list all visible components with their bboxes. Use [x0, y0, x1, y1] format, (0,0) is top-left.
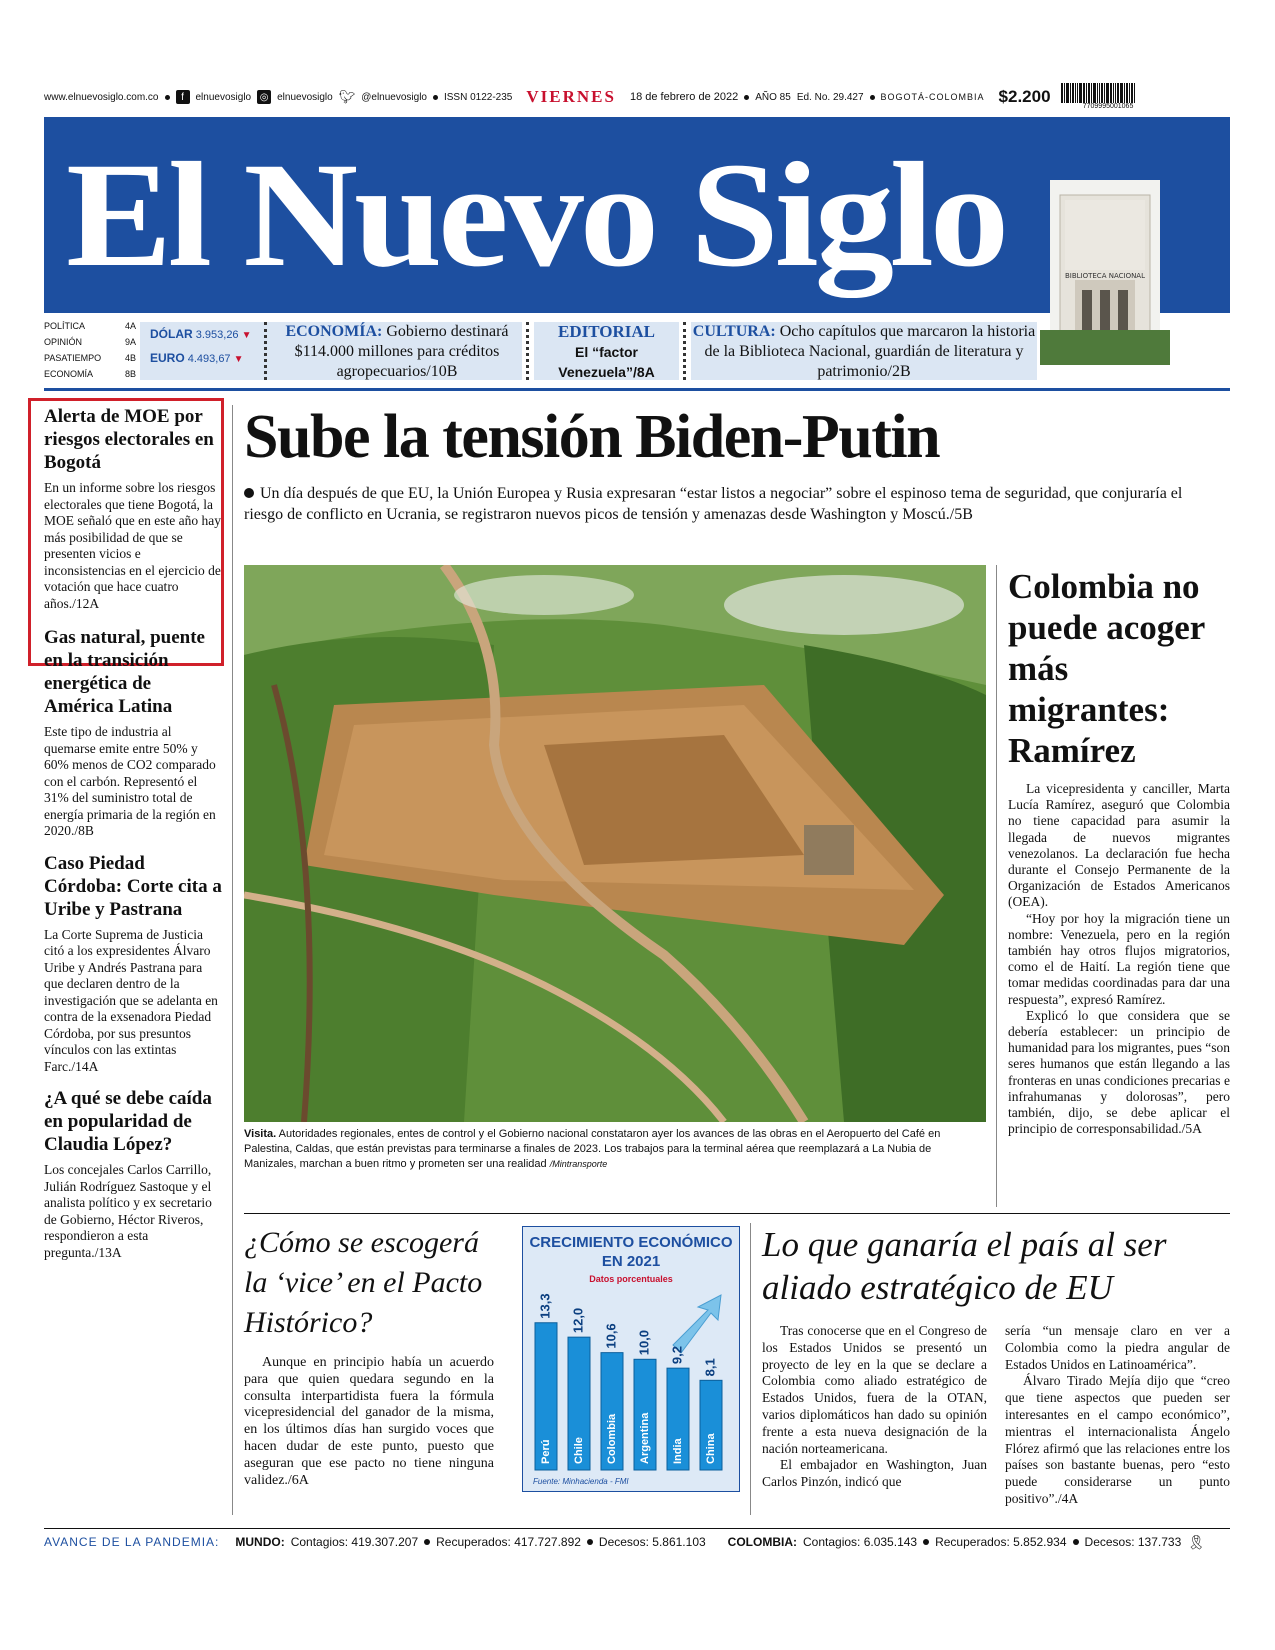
chart-source: Fuente: Minhacienda - FMI: [533, 1477, 629, 1486]
colombia-recuperados: Recuperados: 5.852.934: [935, 1535, 1067, 1549]
colombia-decesos: Decesos: 137.733: [1084, 1535, 1182, 1549]
price: $2.200: [998, 87, 1051, 106]
sidebar-story[interactable]: [44, 626, 224, 840]
website-link[interactable]: www.elnuevosiglo.com.co: [44, 91, 159, 103]
main-deck: Un día después de que EU, la Unión Europea y Rusia expresaran “estar listos a negociar” sobre el espinoso tema de seguridad, que conjuraría el riesgo de conflicto en Ucrania, se registraron nuevos picos de tensión y amenazas desde Washington y Moscú./5B: [244, 485, 1183, 523]
top-info-strip: [44, 86, 1230, 108]
chart-plot: [523, 1285, 739, 1485]
story-body: En un informe sobre los riesgos electorales que tiene Bogotá, la MOE señaló que en este año hay más posibilidad de que se presenten vicios e inconsistencias en el ejercicio de votación que hace cuatro años./12A: [44, 480, 221, 611]
newspaper-title[interactable]: El Nuevo Siglo: [66, 132, 1005, 298]
column-divider: [232, 405, 233, 1515]
up-arrow-icon: [673, 1295, 721, 1353]
barcode-number: 7709995001065: [1082, 103, 1134, 110]
bullet-icon: [244, 488, 254, 498]
chart-category-label: Argentina: [638, 1412, 651, 1464]
bullet: [870, 95, 875, 100]
chart-value-label: 8,1: [702, 1358, 718, 1377]
edition: Ed. No. 29.427: [796, 91, 864, 103]
twitter-handle[interactable]: @elnuevosiglo: [361, 91, 427, 103]
chart-title: CRECIMIENTO ECONÓMICO EN 2021: [529, 1234, 733, 1270]
aliado-story[interactable]: [762, 1223, 1230, 1508]
story-body: Este tipo de industria al quemarse emite entre 50% y 60% menos de CO2 comparado con el carbón. Representó el 31% del suministro total de energía primaria de la región en 2020./8B: [44, 724, 216, 838]
divider: [264, 322, 267, 380]
chart-category-label: Perú: [539, 1439, 552, 1464]
date: 18 de febrero de 2022: [629, 91, 739, 103]
index-row: [44, 318, 1230, 384]
story-body: Aunque en principio había un acuerdo para que quien quedara segundo en la consulta interpartidista fuera la fórmula vicepresidencial del ganador de la misma, en los últimos días han surgido voces que hacen dudar de este punto, puesto que aseguran que ese pacto no tiene ninguna validez./6A: [244, 1355, 494, 1488]
story-title: Caso Piedad Córdoba: Corte cita a Uribe y Pastrana: [44, 852, 222, 920]
aerial-photo-airport-works[interactable]: [244, 565, 986, 1122]
promo-economia[interactable]: ECONOMÍA: Gobierno destinará $114.000 millones para créditos agropecuarios/10B: [272, 322, 522, 380]
chart-value-label: 10,0: [636, 1329, 652, 1356]
left-sidebar: [44, 405, 224, 1261]
building-inscription: BIBLIOTECA NACIONAL: [1064, 272, 1146, 280]
story-title: ¿A qué se debe caída en popularidad de Claudia López?: [44, 1088, 212, 1155]
mundo-decesos: Decesos: 5.861.103: [598, 1535, 706, 1549]
weekday: VIERNES: [526, 87, 616, 106]
year: AÑO 85: [755, 91, 791, 103]
story-title: ¿Cómo se escogerá la ‘vice’ en el Pacto Histórico?: [244, 1226, 483, 1339]
story-paragraph: sería “un mensaje claro en ver a Colombia como la piedra angular de Estados Unidos en Latinoamérica”.: [1005, 1323, 1230, 1372]
bullet: [433, 95, 438, 100]
bullet: [424, 1539, 430, 1545]
index-item[interactable]: PASATIEMPO 4B: [44, 353, 136, 363]
colombia-contagios: Contagios: 6.035.143: [803, 1535, 918, 1549]
twitter-icon: 🐦︎: [338, 89, 356, 104]
vice-story[interactable]: [244, 1223, 494, 1489]
main-headline[interactable]: Sube la tensión Biden-Putin: [244, 403, 940, 471]
chart-value-label: 12,0: [570, 1307, 586, 1334]
chart-category-label: Chile: [572, 1437, 585, 1464]
down-arrow-icon: ▼: [241, 330, 252, 341]
story-paragraph: Tras conocerse que en el Congreso de los Estados Unidos se presentó un proyecto de ley en la que se declare a Colombia como aliado estratégico de Estados Unidos, fuera de la OTAN, varios diplomáticos han dado su opinión frente a esta nueva designación de la nación norteamericana.: [762, 1323, 987, 1456]
section-index: [44, 318, 136, 382]
mundo-contagios: Contagios: 419.307.207: [290, 1535, 419, 1549]
chart-subtitle: Datos porcentuales: [589, 1274, 673, 1284]
euro-rate: EURO 4.493,67 ▼: [150, 351, 244, 365]
sidebar-story[interactable]: [44, 405, 224, 612]
chart-value-label: 9,2: [669, 1346, 685, 1365]
bullet: [744, 95, 749, 100]
growth-chart: [522, 1226, 740, 1492]
colombia-label: COLOMBIA:: [727, 1535, 797, 1549]
mundo-recuperados: Recuperados: 417.727.892: [436, 1535, 581, 1549]
mourning-ribbon-icon: 🎗︎: [1187, 1533, 1206, 1550]
photo-caption: Visita. Autoridades regionales, entes de control y el Gobierno nacional constataron ayer los avances de las obras en el Aeropuerto del Café en Palestina, Caldas, que están previstas para terminarse a finales de 2023. Los trabajos para la terminal aérea que reemplazará a La Nubia de Manizales, marchan a buen ritmo y prometen ser una realidad /Mintransporte: [244, 1128, 941, 1170]
sidebar-story[interactable]: [44, 852, 224, 1076]
mundo-label: MUNDO:: [235, 1535, 285, 1549]
index-item[interactable]: OPINIÓN 9A: [44, 337, 136, 347]
index-item[interactable]: POLÍTICA 4A: [44, 321, 136, 331]
dolar-rate: DÓLAR 3.953,26 ▼: [150, 327, 252, 341]
facebook-icon: f: [176, 90, 190, 104]
story-paragraph: La vicepresidenta y canciller, Marta Lucía Ramírez, aseguró que Colombia no tiene capacidad para asumir la llegada de nuevos migrantes venezolanos. La declaración fue hecha durante el Consejo Permanente de la Organización de Estados Americanos (OEA).: [1008, 781, 1230, 910]
chart-category-label: Colombia: [605, 1413, 618, 1464]
promo-cultura[interactable]: CULTURA: Ocho capítulos que marcaron la historia de la Biblioteca Nacional, guardián de literatura y patrimonio/2B: [692, 323, 1036, 380]
story-body: La Corte Suprema de Justicia citó a los expresidentes Álvaro Uribe y Andrés Pastrana para que declaren dentro de la investigación que se adelanta en contra de la exsenadora Piedad Córdoba, por sus presuntos vínculos con las extintas Farc./14A: [44, 926, 218, 1074]
column-divider: [996, 565, 997, 1207]
bullet: [587, 1539, 593, 1545]
bullet: [923, 1539, 929, 1545]
story-title: Lo que ganaría el país al ser aliado estratégico de EU: [762, 1225, 1167, 1307]
divider: [526, 322, 529, 380]
story-paragraph: Álvaro Tirado Mejía dijo que “creo que tiene aspectos que pueden ser interesantes en el campo económico”, mientras el internacionalista Ángelo Flórez afirmó que las relaciones entre los países son bastante buenas, pero “esto puede considerarse un punto positivo”./4A: [1005, 1373, 1230, 1506]
footer-label: AVANCE DE LA PANDEMIA:: [44, 1535, 220, 1549]
down-arrow-icon: ▼: [233, 354, 244, 365]
column-divider: [750, 1223, 751, 1515]
story-paragraph: “Hoy por hoy la migración tiene un nombre: Venezuela, pero en la región también hay otros flujos migratorios, como el de Haití. La región tiene que tomar medidas coordinadas para dar una respuesta”, expresó Ramírez.: [1008, 910, 1230, 1007]
right-story[interactable]: [1008, 566, 1230, 1137]
instagram-icon: ◎: [257, 90, 271, 104]
pandemic-footer: [44, 1528, 1230, 1555]
chart-value-label: 13,3: [537, 1293, 553, 1319]
bullet: [165, 95, 170, 100]
chart-category-label: China: [704, 1433, 717, 1464]
barcode-bars: [1061, 83, 1156, 103]
story-title: Alerta de MOE por riesgos electorales en Bogotá: [44, 406, 214, 473]
section-rule: [244, 1213, 1230, 1214]
bullet: [1073, 1539, 1079, 1545]
barcode: [1061, 83, 1156, 111]
promo-editorial[interactable]: EDITORIAL El “factor Venezuela”/8A: [534, 322, 679, 380]
index-item[interactable]: ECONOMÍA 8B: [44, 369, 136, 379]
sidebar-story[interactable]: [44, 1087, 224, 1261]
chart-category-label: India: [671, 1438, 684, 1464]
instagram-handle[interactable]: elnuevosiglo: [277, 91, 333, 103]
story-paragraph: El embajador en Washington, Juan Carlos Pinzón, indicó que: [762, 1457, 987, 1490]
chart-value-label: 10,6: [603, 1323, 619, 1349]
divider: [683, 322, 686, 380]
story-paragraph: Explicó lo que considera que se debería establecer: un principio de humanidad para los migrantes, pues “son seres humanos que están llegando a las fronteras en unas condiciones precarias e infrahumanas y dolorosas”, pero también, dijo, se debe aplicar el principio de corresponsabilidad./5A: [1008, 1007, 1230, 1137]
facebook-handle[interactable]: elnuevosiglo: [195, 91, 252, 103]
story-body: Los concejales Carlos Carrillo, Julián Rodríguez Sastoque y el analista político y ex secretario de Gobierno, Héctor Riveros, respondieron a esta pregunta./13A: [44, 1162, 212, 1260]
story-title: Colombia no puede acoger más migrantes: Ramírez: [1008, 567, 1205, 770]
city: BOGOTÁ-COLOMBIA: [880, 92, 985, 102]
story-title: Gas natural, puente en la transición energética de América Latina: [44, 627, 205, 717]
header-rule: [44, 388, 1230, 391]
issn: ISSN 0122-235: [443, 91, 513, 103]
